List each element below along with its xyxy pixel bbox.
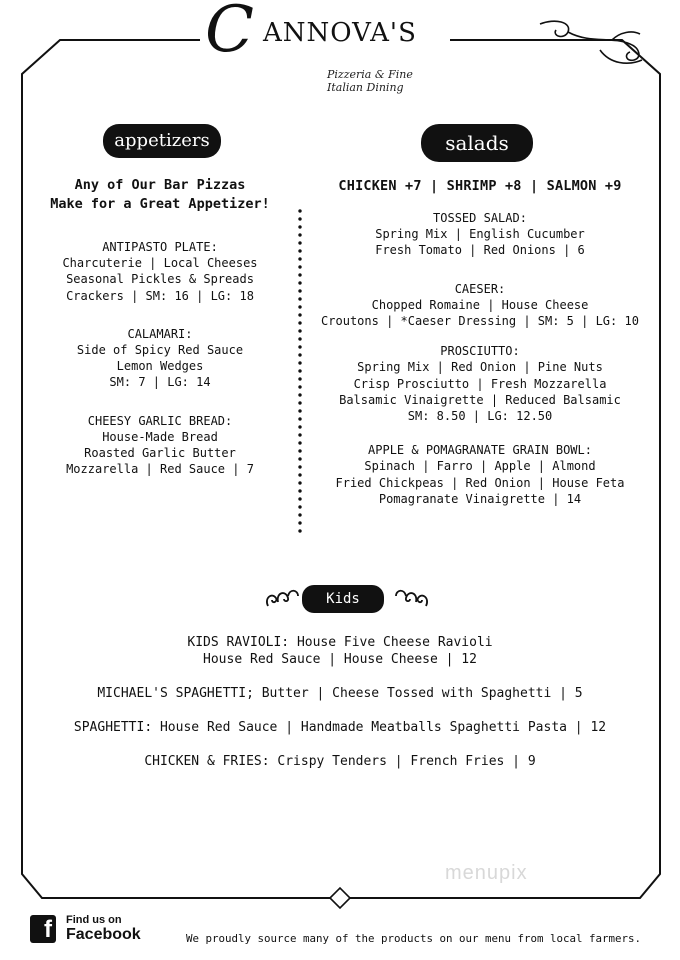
item-line: Spring Mix | English Cucumber: [375, 227, 585, 242]
watermark: menupix: [445, 862, 528, 884]
scroll-ornament-right: [392, 580, 432, 616]
item-line: House Red Sauce | House Cheese | 12: [203, 652, 477, 667]
item-line: CHICKEN & FRIES: Crispy Tenders | French Fries | 9: [144, 754, 536, 769]
facebook-link[interactable]: [30, 913, 170, 947]
menu-item-tossed-salad: [320, 210, 640, 259]
item-line: MICHAEL'S SPAGHETTI; Butter | Cheese Tossed with Spaghetti | 5: [97, 686, 583, 701]
appetizers-heading: appetizers: [103, 124, 221, 158]
item-line: Charcuterie | Local Cheeses: [62, 256, 258, 271]
item-line: Roasted Garlic Butter: [84, 446, 236, 461]
item-line: Fried Chickpeas | Red Onion | House Feta: [335, 475, 625, 490]
facebook-icon: f: [30, 915, 56, 943]
item-line: Croutons | *Caeser Dressing | SM: 5 | LG: 10: [321, 314, 639, 329]
item-name: TOSSED SALAD:: [433, 211, 527, 225]
item-line: SM: 7 | LG: 14: [109, 375, 211, 390]
item-line: Crackers | SM: 16 | LG: 18: [66, 288, 254, 303]
menu-item-caeser: [320, 281, 640, 330]
facebook-label: Facebook: [66, 926, 141, 943]
menu-item-grain-bowl: [320, 442, 640, 507]
item-name: CHEESY GARLIC BREAD:: [87, 413, 233, 428]
item-line: Fresh Tomato | Red Onions | 6: [375, 243, 585, 258]
item-line: Seasonal Pickles & Spreads: [66, 272, 254, 287]
menu-item-michaels-spaghetti: [20, 685, 660, 702]
flourish-ornament: [540, 21, 642, 63]
kids-section: [20, 634, 660, 787]
logo-tagline: Pizzeria & Fine Italian Dining: [327, 68, 413, 94]
menu-item-prosciutto: [320, 343, 640, 424]
item-line: SPAGHETTI: House Red Sauce | Handmade Meatballs Spaghetti Pasta | 12: [73, 720, 607, 735]
salads-section: [320, 178, 640, 507]
menu-item-calamari: [40, 326, 280, 391]
column-divider: [297, 207, 303, 533]
item-line: Side of Spicy Red Sauce: [76, 343, 244, 358]
salads-heading: salads: [421, 124, 533, 162]
kids-heading: Kids: [302, 585, 384, 613]
restaurant-logo: [205, 0, 445, 94]
item-name: PROSCIUTTO:: [440, 344, 520, 359]
item-line: SM: 8.50 | LG: 12.50: [407, 409, 553, 424]
footer-note: We proudly source many of the products on our menu from local farmers.: [186, 932, 642, 945]
diamond-ornament: [330, 888, 350, 908]
item-line: Lemon Wedges: [116, 359, 204, 374]
menu-item-spaghetti: [20, 719, 660, 736]
logo-name: ANNOVA'S: [263, 18, 417, 48]
scroll-ornament-left: [262, 580, 302, 616]
item-line: Pomagranate Vinaigrette | 14: [378, 491, 582, 506]
item-line: Mozzarella | Red Sauce | 7: [66, 462, 254, 477]
salad-add-ons: CHICKEN +7 | SHRIMP +8 | SALMON +9: [338, 178, 622, 194]
intro-line: Make for a Great Appetizer!: [50, 196, 270, 212]
item-name: CAESER:: [454, 281, 506, 296]
facebook-caption: Find us on: [66, 914, 122, 926]
appetizers-section: [40, 176, 280, 477]
item-line: Spring Mix | Red Onion | Pine Nuts: [357, 360, 603, 375]
logo-initial: C: [205, 0, 254, 67]
appetizers-intro: [40, 176, 280, 214]
menu-item-chicken-fries: [20, 753, 660, 770]
item-name: CALAMARI:: [127, 326, 193, 341]
item-name: ANTIPASTO PLATE:: [102, 240, 218, 254]
menu-item-kids-ravioli: [20, 634, 660, 668]
menu-item-antipasto: [40, 239, 280, 304]
item-line: Crisp Prosciutto | Fresh Mozzarella: [353, 376, 607, 391]
item-line: Spinach | Farro | Apple | Almond: [364, 459, 596, 474]
item-line: House-Made Bread: [102, 429, 218, 444]
item-line: Chopped Romaine | House Cheese: [371, 297, 589, 312]
menu-item-garlic-bread: [40, 413, 280, 478]
item-line: Balsamic Vinaigrette | Reduced Balsamic: [339, 392, 621, 407]
item-name: APPLE & POMAGRANATE GRAIN BOWL:: [368, 443, 592, 458]
intro-line: Any of Our Bar Pizzas: [74, 177, 246, 193]
item-line: KIDS RAVIOLI: House Five Cheese Ravioli: [187, 635, 493, 650]
